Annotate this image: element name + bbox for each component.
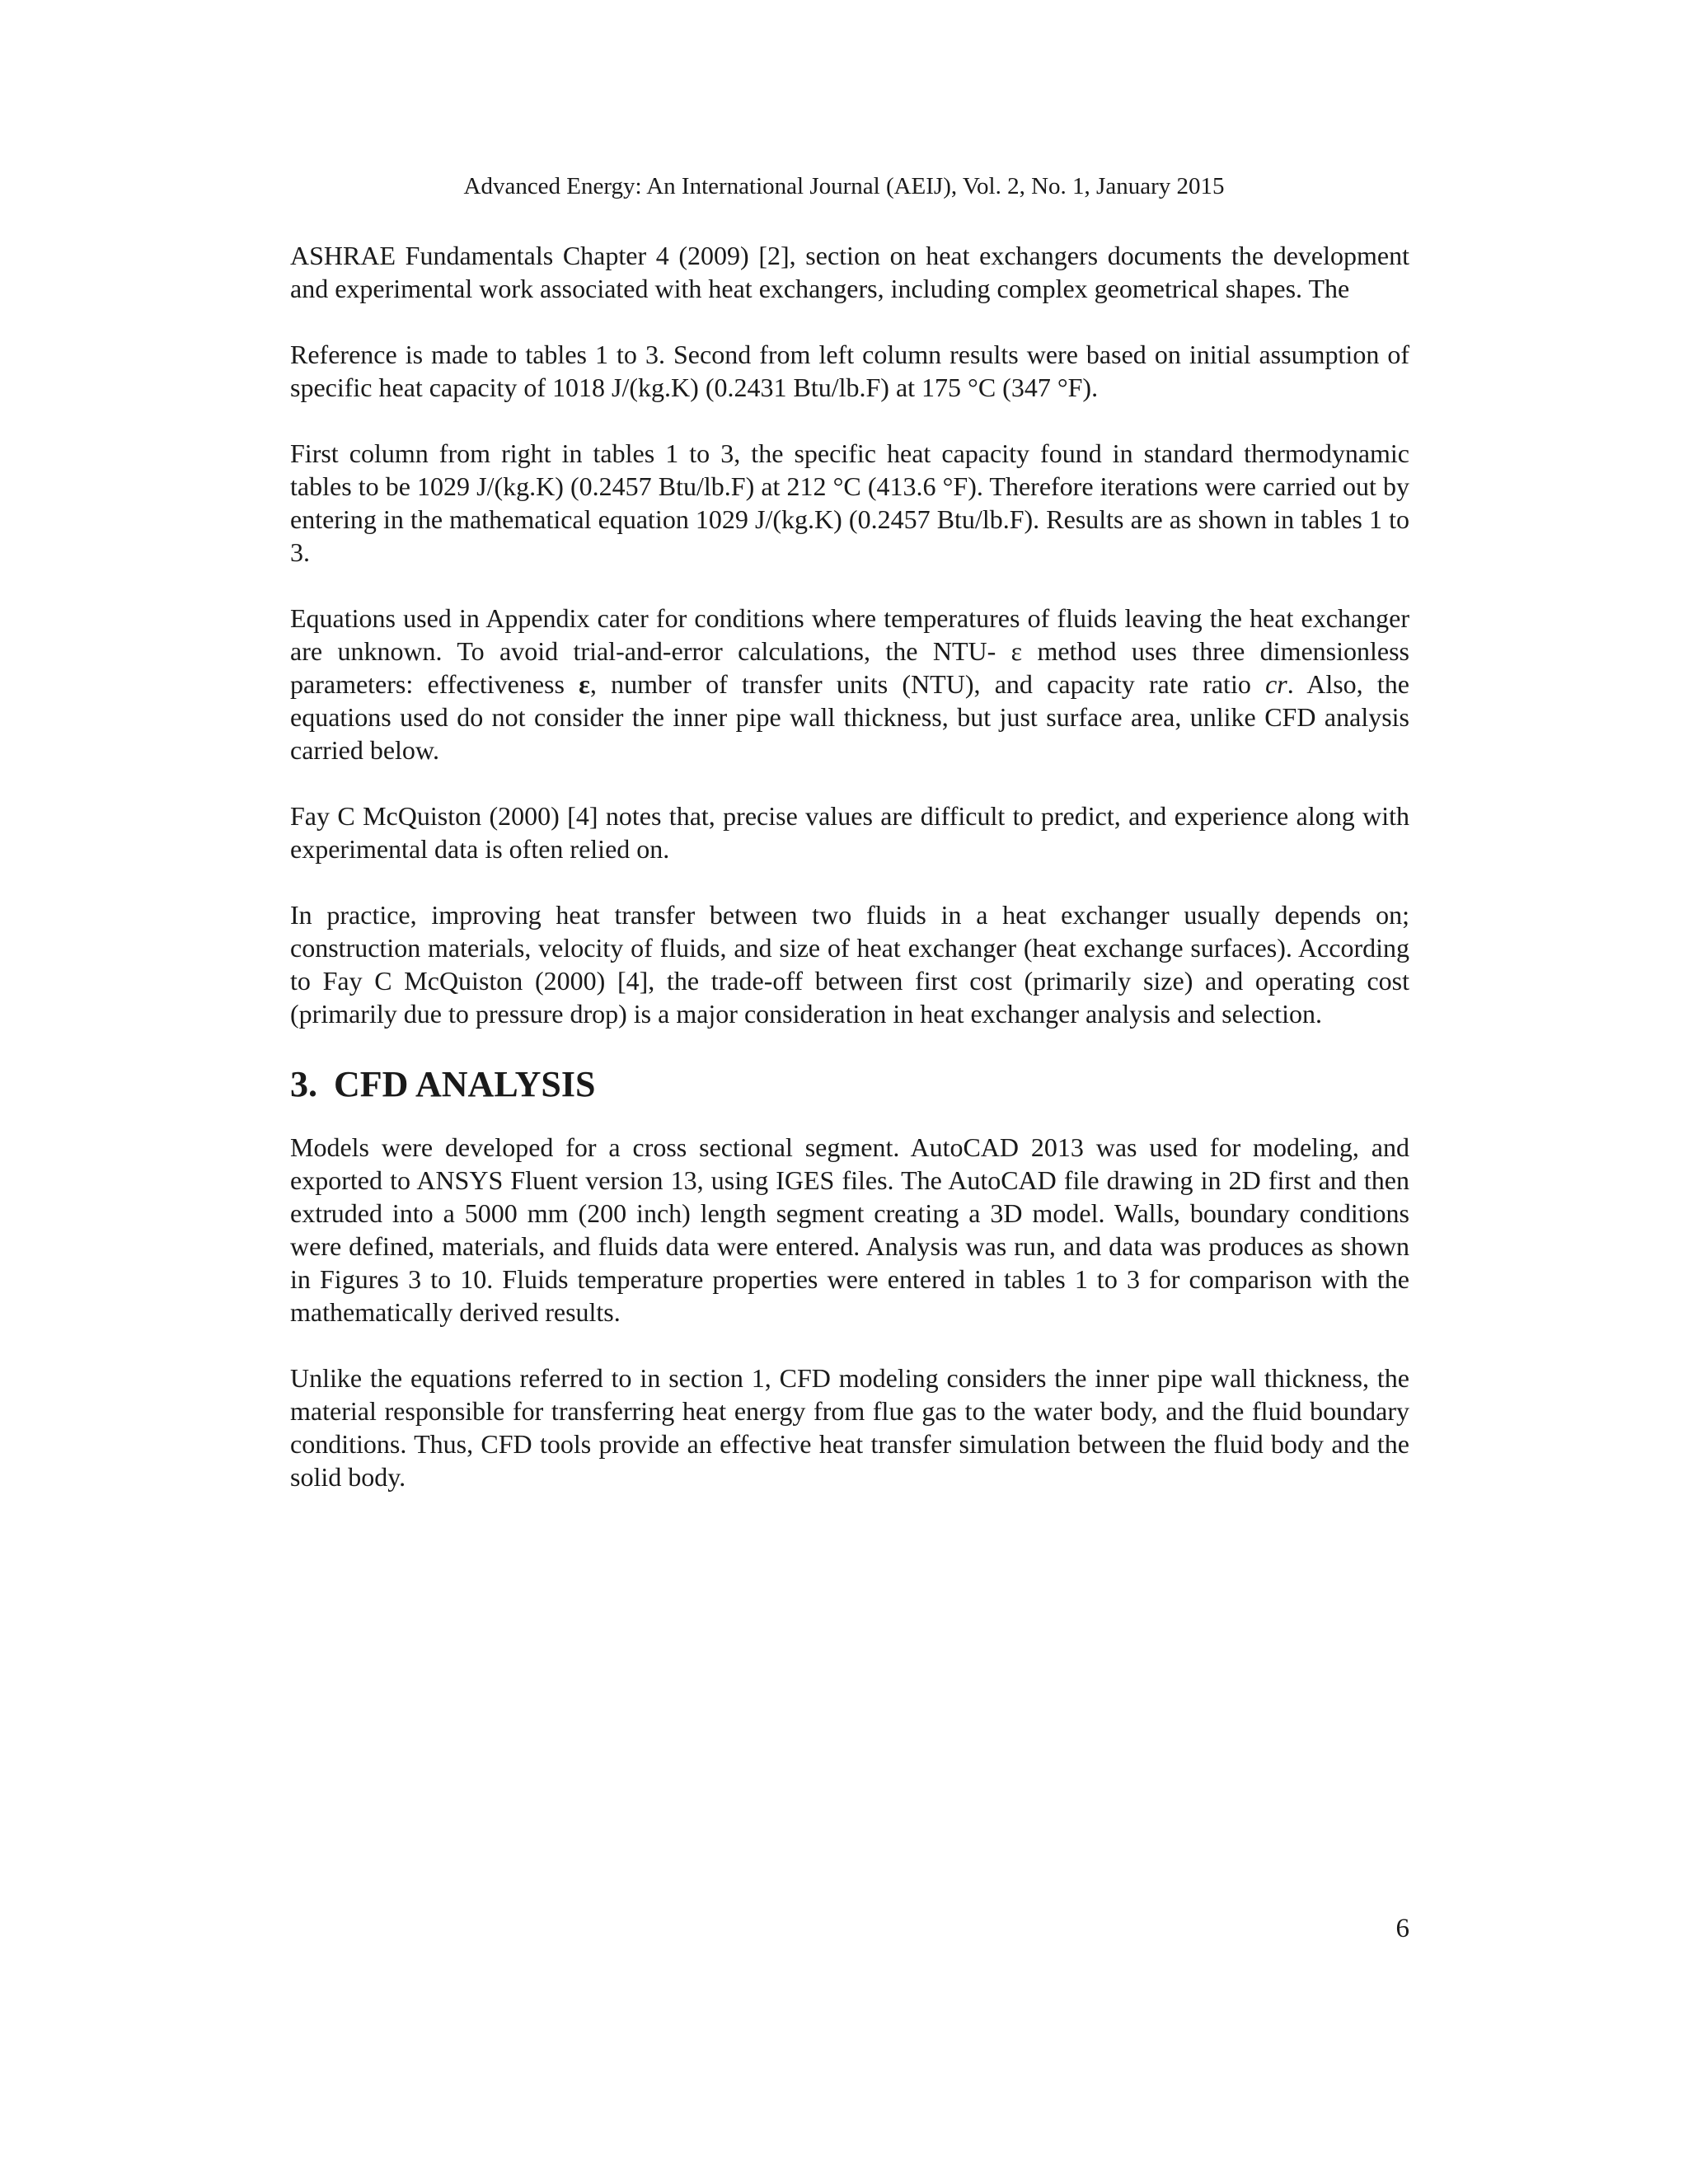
paragraph-ntu-method: Equations used in Appendix cater for conditions where temperatures of fluids leaving the heat exchanger are unknown. To avoid trial-and-error calculations, the NTU- ε method uses three dimensionless parameters: effectiveness ε, number of transfer units (NTU), and capacity rate ratio cr. Also, the equations used do not consider the inner pipe wall thickness, but just surface area, unlike CFD analysis carried below. — [290, 603, 1410, 765]
paragraph-practice: In practice, improving heat transfer between two fluids in a heat exchanger usually depends on; construction materials, velocity of fluids, and size of heat exchanger (heat exchange surfaces). According to Fay C McQuiston (2000) [4], the trade-off between first cost (primarily size) and operating cost (primarily due to pressure drop) is a major consideration in heat exchanger analysis and selection. — [290, 900, 1409, 1029]
section-title: CFD ANALYSIS — [334, 1064, 596, 1104]
running-header: Advanced Energy: An International Journal (AEIJ), Vol. 2, No. 1, January 2015 — [463, 173, 1225, 199]
paragraph-specific-heat: First column from right in tables 1 to 3, the specific heat capacity found in standard thermodynamic tables to be 1029 J/(kg.K) (0.2457 Btu/lb.F) at 212 °C (413.6 °F). Therefore iterations were carried out by entering in the mathematical equation 1029 J/(kg.K) (0.2457 Btu/lb.F). Results are as shown in tables 1 to 3. — [290, 438, 1409, 567]
section-heading — [290, 1063, 1409, 1106]
paragraph-ashrae: ASHRAE Fundamentals Chapter 4 (2009) [2], section on heat exchangers documents the development and experimental work associated with heat exchangers, including complex geometrical shapes. The — [290, 241, 1409, 303]
page-number: 6 — [1395, 1914, 1409, 1943]
paragraph-reference-tables: Reference is made to tables 1 to 3. Second from left column results were based on initial assumption of specific heat capacity of 1018 J/(kg.K) (0.2431 Btu/lb.F) at 175 °C (347 °F). — [290, 340, 1409, 402]
document-body — [290, 239, 1409, 1526]
paragraph-cfd-modeling: Unlike the equations referred to in section 1, CFD modeling considers the inner pipe wall thickness, the material responsible for transferring heat energy from flue gas to the water body, and the fluid boundary conditions. Thus, CFD tools provide an effective heat transfer simulation between the fluid body and the solid body. — [290, 1363, 1409, 1492]
section-number: 3. — [290, 1064, 317, 1104]
paragraph-models: Models were developed for a cross sectional segment. AutoCAD 2013 was used for modeling, and exported to ANSYS Fluent version 13, using IGES files. The AutoCAD file drawing in 2D first and then extruded into a 5000 mm (200 inch) length segment creating a 3D model. Walls, boundary conditions were defined, materials, and fluids data were entered. Analysis was run, and data was produces as shown in Figures 3 to 10. Fluids temperature properties were entered in tables 1 to 3 for comparison with the mathematically derived results. — [290, 1132, 1409, 1327]
paragraph-mcquiston: Fay C McQuiston (2000) [4] notes that, precise values are difficult to predict, and experience along with experimental data is often relied on. — [290, 801, 1409, 864]
